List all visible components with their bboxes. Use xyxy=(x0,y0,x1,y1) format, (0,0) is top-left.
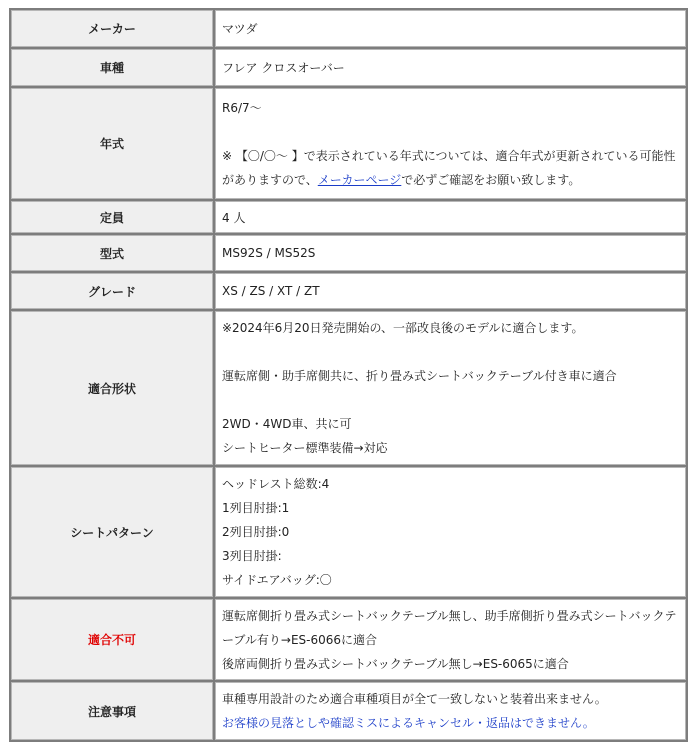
table-row-capacity xyxy=(11,201,686,233)
fit-shape-label: 適合形状 xyxy=(11,311,213,465)
fit-shape-line-3: 2WD・4WD車、共に可 xyxy=(222,417,352,431)
year-note-pre: ※ 【〇/〇～ 】で表示されている年式については、適合年式が更新されている可能性がありますので、 xyxy=(222,148,676,187)
not-compatible-label: 適合不可 xyxy=(11,599,213,680)
table-row-seat-pattern xyxy=(11,467,686,597)
seat-pattern-line-4: 3列目肘掛: xyxy=(222,549,282,563)
year-note-post: で必ずご確認をお願い致します。 xyxy=(401,172,581,187)
table-row-notes xyxy=(11,682,686,740)
table-row-grade xyxy=(11,273,686,309)
year-value: R6/7～ xyxy=(222,100,262,115)
year-note xyxy=(222,144,679,192)
table-row-not-compatible xyxy=(11,599,686,680)
compatibility-spec-table xyxy=(9,8,688,742)
seat-pattern-cell xyxy=(215,467,686,597)
seat-pattern-line-5: サイドエアバッグ:〇 xyxy=(222,573,332,587)
notes-label: 注意事項 xyxy=(11,682,213,740)
maker-value: マツダ xyxy=(215,10,686,47)
fit-shape-line-1: ※2024年6月20日発売開始の、一部改良後のモデルに適合します。 xyxy=(222,321,584,335)
year-label: 年式 xyxy=(11,88,213,199)
notes-cell xyxy=(215,682,686,740)
spec-table-container xyxy=(9,8,688,742)
seat-pattern-line-3: 2列目肘掛:0 xyxy=(222,525,290,539)
fit-shape-line-2: 運転席側・助手席側共に、折り畳み式シートバックテーブル付き車に適合 xyxy=(222,369,617,383)
model-value: フレア クロスオーバー xyxy=(215,49,686,86)
table-row-type xyxy=(11,235,686,271)
grade-label: グレード xyxy=(11,273,213,309)
notes-line-2: お客様の見落としや確認ミスによるキャンセル・返品はできません。 xyxy=(222,716,595,730)
notes-line-1: 車種専用設計のため適合車種項目が全て一致しないと装着出来ません。 xyxy=(222,692,607,706)
type-value: MS92S / MS52S xyxy=(215,235,686,271)
table-row-maker xyxy=(11,10,686,47)
capacity-label: 定員 xyxy=(11,201,213,233)
fit-shape-cell xyxy=(215,311,686,465)
not-compatible-cell xyxy=(215,599,686,680)
type-label: 型式 xyxy=(11,235,213,271)
maker-page-link[interactable]: メーカーページ xyxy=(317,172,402,187)
seat-pattern-label: シートパターン xyxy=(11,467,213,597)
not-compatible-line-1: 運転席側折り畳み式シートバックテーブル無し、助手席側折り畳み式シートバックテーブル有り→ES-6066に適合 xyxy=(222,608,677,647)
grade-value: XS / ZS / XT / ZT xyxy=(215,273,686,309)
fit-shape-line-4: シートヒーター標準装備→対応 xyxy=(222,441,388,455)
seat-pattern-line-2: 1列目肘掛:1 xyxy=(222,501,290,515)
year-cell xyxy=(215,88,686,199)
table-row-fit-shape xyxy=(11,311,686,465)
table-row-year xyxy=(11,88,686,199)
table-row-model xyxy=(11,49,686,86)
seat-pattern-line-1: ヘッドレスト総数:4 xyxy=(222,477,330,491)
capacity-value: 4 人 xyxy=(215,201,686,233)
model-label: 車種 xyxy=(11,49,213,86)
maker-label: メーカー xyxy=(11,10,213,47)
not-compatible-line-2: 後席両側折り畳み式シートバックテーブル無し→ES-6065に適合 xyxy=(222,656,569,671)
